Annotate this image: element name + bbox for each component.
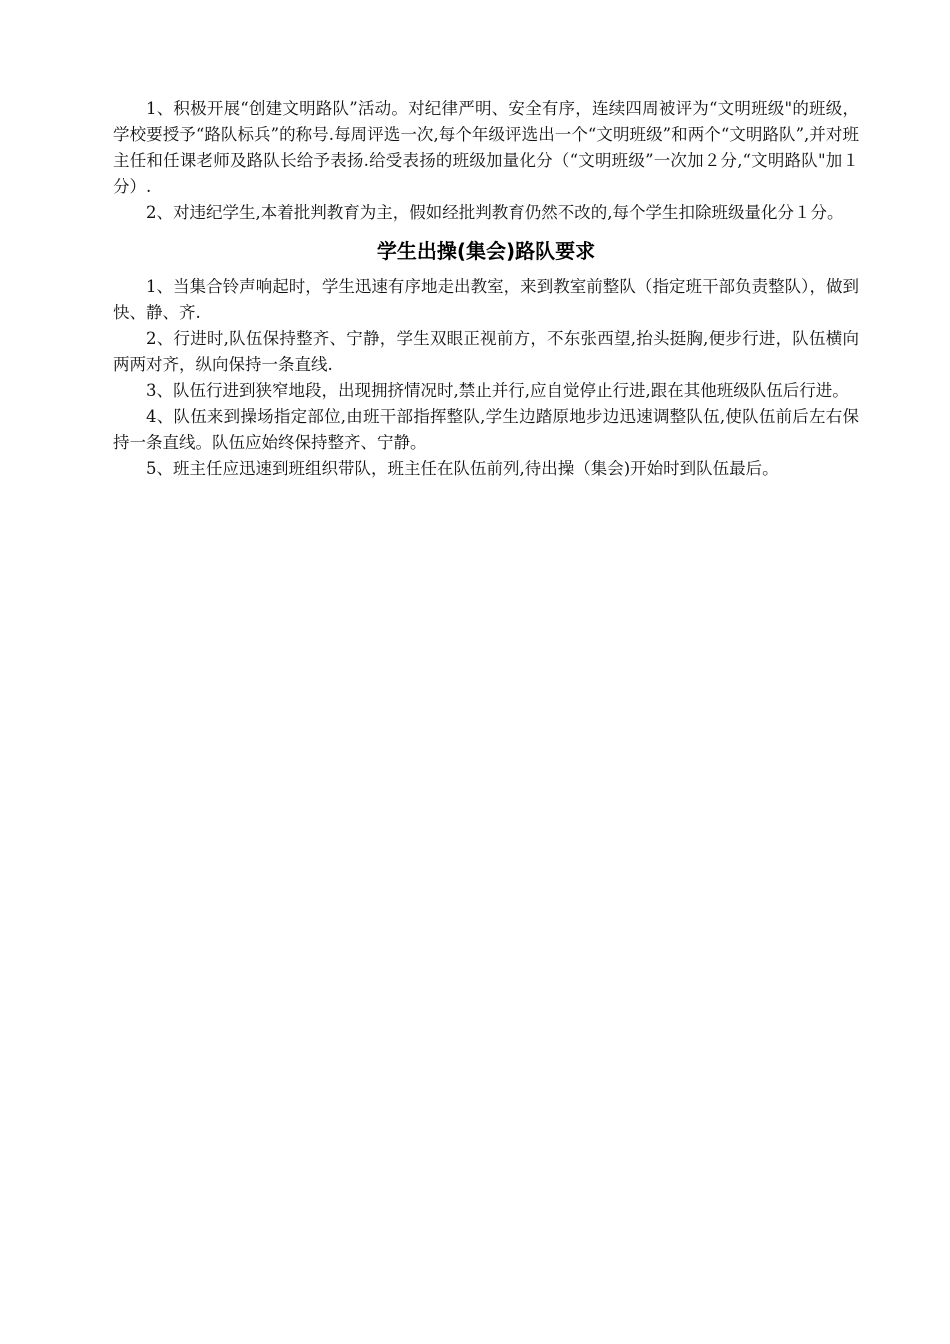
paragraph-rule-2: 2、对违纪学生,本着批判教育为主，假如经批判教育仍然不改的,每个学生扣除班级量化分１分。 xyxy=(146,203,844,222)
paragraph-requirement-4: 4、队伍来到操场指定部位,由班干部指挥整队,学生边踏原地步边迅速调整队伍,使队伍前后左右保持一条直线。队伍应始终保持整齐、宁静。 xyxy=(113,407,859,452)
section-heading: 学生出操(集会)路队要求 xyxy=(376,239,596,263)
paragraph-requirement-5: 5、班主任应迅速到班组织带队，班主任在队伍前列,待出操（集会)开始时到队伍最后。 xyxy=(146,459,779,478)
paragraph-requirement-2: 2、行进时,队伍保持整齐、宁静，学生双眼正视前方，不东张西望,抬头挺胸,便步行进，队伍横向两两对齐，纵向保持一条直线. xyxy=(113,329,859,374)
paragraph-requirement-3: 3、队伍行进到狭窄地段，出现拥挤情况时,禁止并行,应自觉停止行进,跟在其他班级队伍后行进。 xyxy=(146,381,849,400)
document-page xyxy=(113,96,859,482)
paragraph-requirement-1: 1、当集合铃声响起时，学生迅速有序地走出教室，来到教室前整队（指定班干部负责整队），做到快、静、齐. xyxy=(113,277,859,322)
paragraph-rule-1: 1、积极开展“创建文明路队”活动。对纪律严明、安全有序，连续四周被评为“文明班级"的班级，学校要授予“路队标兵”的称号.每周评选一次,每个年级评选出一个“文明班级”和两个“文明路队”,并对班主任和任课老师及路队长给予表扬.给受表扬的班级加量化分（“文明班级”一次加２分,“文明路队"加１分）. xyxy=(113,99,859,196)
